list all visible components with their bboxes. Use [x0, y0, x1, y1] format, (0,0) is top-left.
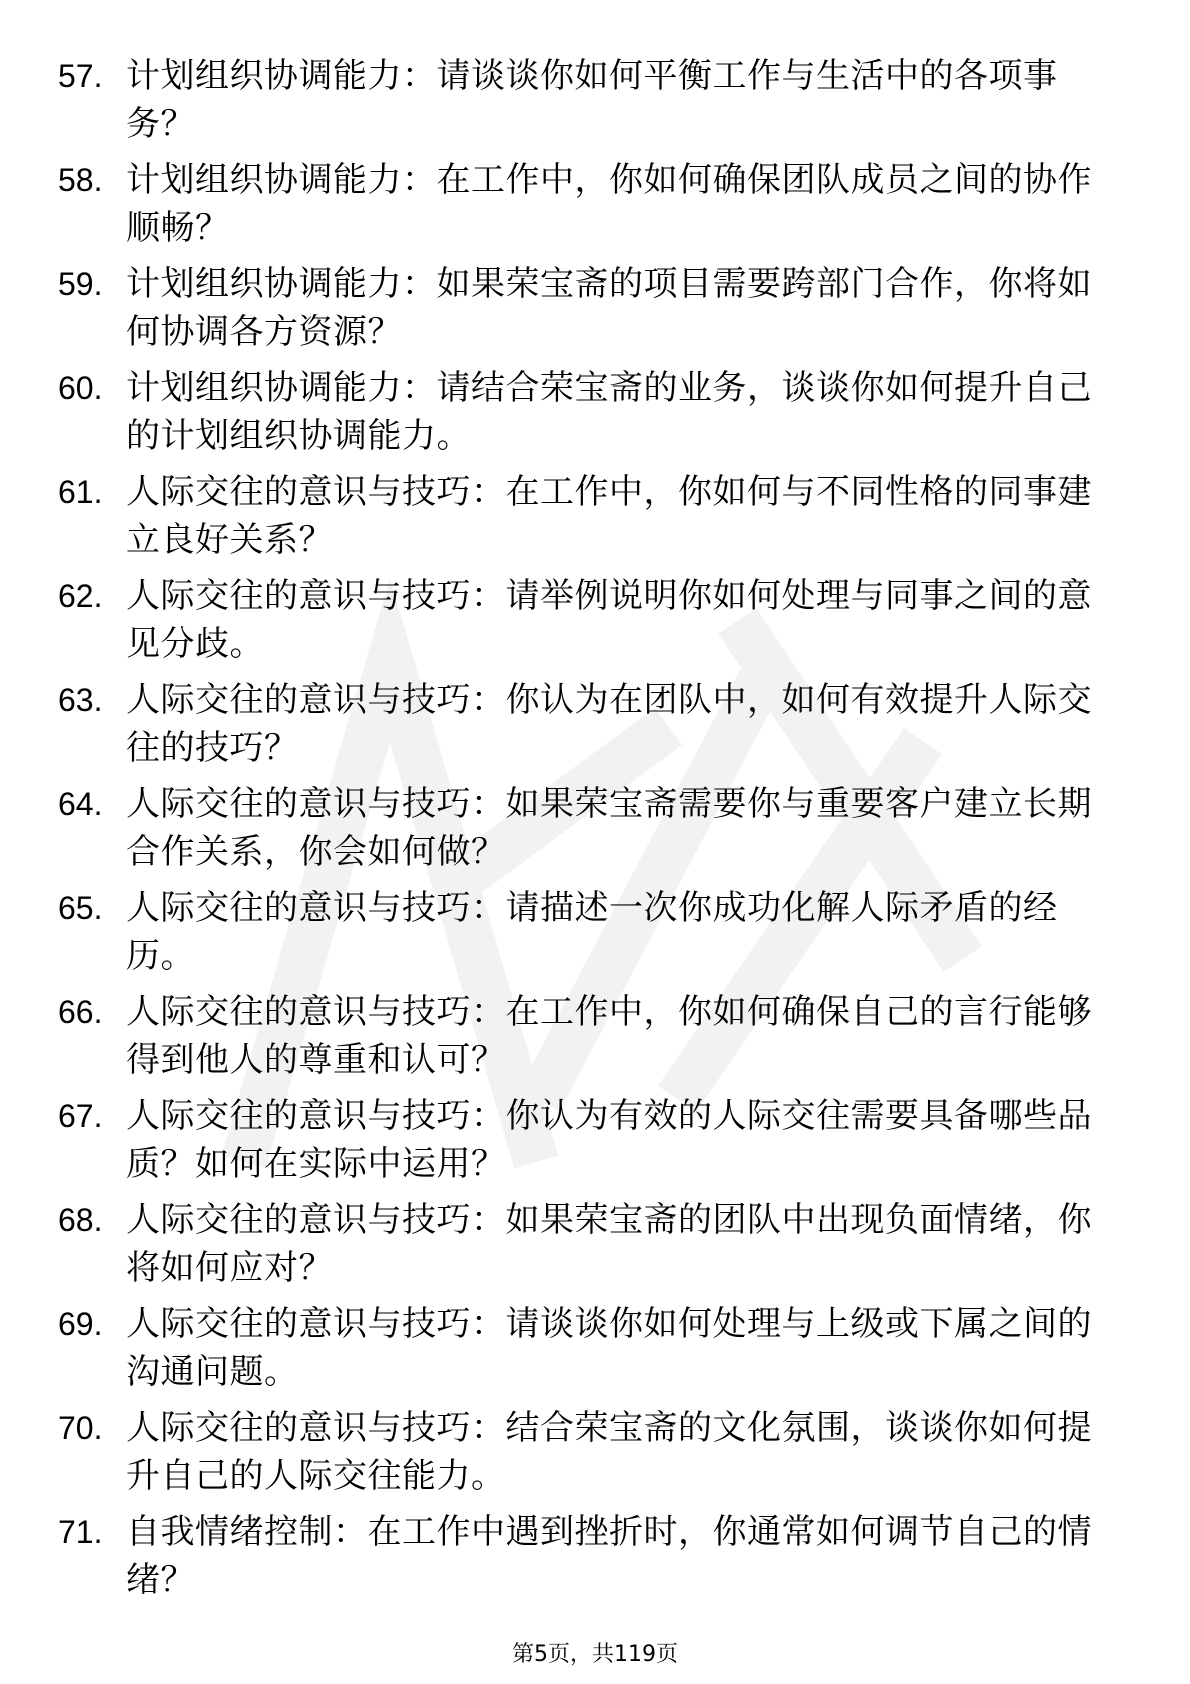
page-footer	[0, 1640, 1190, 1670]
page-number-label: 第5页，共119页	[512, 1642, 678, 1667]
question-text: 人际交往的意识与技巧：请描述一次你成功化解人际矛盾的经历。	[126, 888, 1058, 976]
question-item-66	[58, 988, 1118, 1092]
question-number: 68.	[58, 1202, 103, 1238]
question-text: 人际交往的意识与技巧：结合荣宝斋的文化氛围，谈谈你如何提升自己的人际交往能力。	[126, 1408, 1092, 1496]
question-number: 69.	[58, 1306, 103, 1342]
question-text: 人际交往的意识与技巧：你认为有效的人际交往需要具备哪些品质？如何在实际中运用？	[126, 1096, 1092, 1184]
question-number: 71.	[58, 1514, 103, 1550]
question-number: 57.	[58, 58, 103, 94]
question-number: 61.	[58, 474, 103, 510]
question-item-59	[58, 260, 1118, 364]
question-number: 63.	[58, 682, 103, 718]
question-text: 人际交往的意识与技巧：在工作中，你如何与不同性格的同事建立良好关系？	[126, 472, 1092, 560]
question-item-61	[58, 468, 1118, 572]
question-text: 计划组织协调能力：在工作中，你如何确保团队成员之间的协作顺畅？	[126, 160, 1092, 248]
question-number: 58.	[58, 162, 103, 198]
question-number: 62.	[58, 578, 103, 614]
question-list	[58, 52, 1118, 1612]
question-text: 自我情绪控制：在工作中遇到挫折时，你通常如何调节自己的情绪？	[126, 1512, 1092, 1600]
question-text: 计划组织协调能力：请结合荣宝斋的业务，谈谈你如何提升自己的计划组织协调能力。	[126, 368, 1092, 456]
question-text: 人际交往的意识与技巧：如果荣宝斋的团队中出现负面情绪，你将如何应对？	[126, 1200, 1092, 1288]
question-item-60	[58, 364, 1118, 468]
question-number: 70.	[58, 1410, 103, 1446]
question-number: 66.	[58, 994, 103, 1030]
question-text: 人际交往的意识与技巧：你认为在团队中，如何有效提升人际交往的技巧？	[126, 680, 1092, 768]
question-number: 59.	[58, 266, 103, 302]
question-item-62	[58, 572, 1118, 676]
question-text: 计划组织协调能力：如果荣宝斋的项目需要跨部门合作，你将如何协调各方资源？	[126, 264, 1092, 352]
question-text: 人际交往的意识与技巧：如果荣宝斋需要你与重要客户建立长期合作关系，你会如何做？	[126, 784, 1092, 872]
question-number: 64.	[58, 786, 103, 822]
question-item-68	[58, 1196, 1118, 1300]
question-text: 计划组织协调能力：请谈谈你如何平衡工作与生活中的各项事务？	[126, 56, 1058, 144]
question-item-69	[58, 1300, 1118, 1404]
question-item-70	[58, 1404, 1118, 1508]
question-item-71	[58, 1508, 1118, 1612]
question-text: 人际交往的意识与技巧：请谈谈你如何处理与上级或下属之间的沟通问题。	[126, 1304, 1092, 1392]
question-text: 人际交往的意识与技巧：在工作中，你如何确保自己的言行能够得到他人的尊重和认可？	[126, 992, 1092, 1080]
question-item-65	[58, 884, 1118, 988]
question-item-57	[58, 52, 1118, 156]
question-text: 人际交往的意识与技巧：请举例说明你如何处理与同事之间的意见分歧。	[126, 576, 1092, 664]
question-number: 65.	[58, 890, 103, 926]
question-item-64	[58, 780, 1118, 884]
question-number: 60.	[58, 370, 103, 406]
question-item-58	[58, 156, 1118, 260]
question-number: 67.	[58, 1098, 103, 1134]
question-item-67	[58, 1092, 1118, 1196]
question-item-63	[58, 676, 1118, 780]
